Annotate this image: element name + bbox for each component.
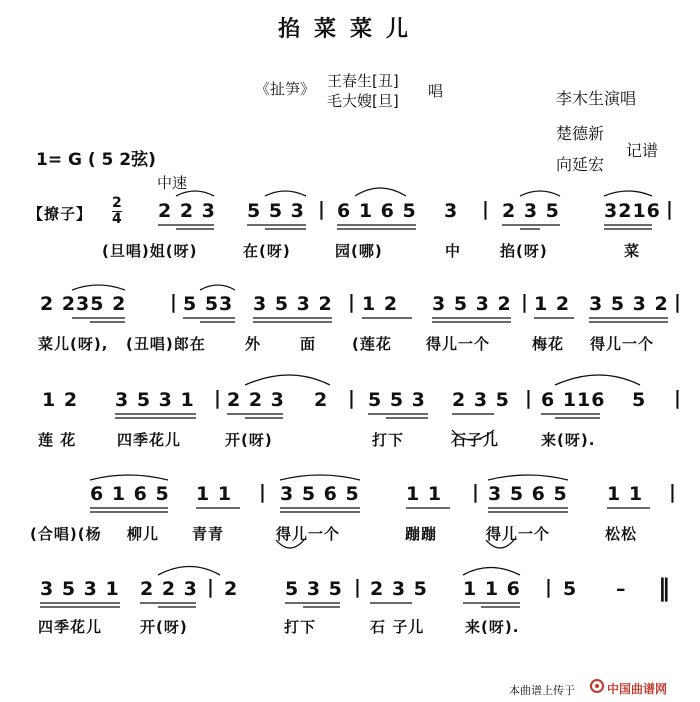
note-group: 3 5 3 2: [589, 293, 669, 315]
note-group: 2 2 3: [158, 200, 216, 222]
lyric: 四季花儿: [38, 618, 103, 636]
barline: |: [482, 198, 490, 220]
lyric: 打下: [372, 431, 405, 449]
prefix-label: 【撩子】: [28, 205, 93, 223]
barline: |: [472, 481, 480, 503]
key-signature: 1= G ( 5 2弦): [36, 150, 156, 170]
note-group: 5: [632, 389, 647, 411]
note-group: 2 235 2: [40, 293, 127, 315]
note-group: 6 1 6 5: [337, 200, 417, 222]
note-group: 1 2: [42, 389, 79, 411]
barline: |: [348, 291, 356, 313]
lyric: (合唱)(杨: [30, 525, 102, 543]
note-group: 3 5 6 5: [488, 483, 568, 505]
note-group: 2 2 3: [140, 578, 198, 600]
note-group: 5: [563, 578, 578, 600]
lyric: 中: [445, 242, 462, 260]
lyric: 来(呀).: [541, 431, 596, 449]
note-group: 2: [314, 389, 329, 411]
note-group: 2 3 5: [452, 389, 510, 411]
barline: |: [348, 387, 356, 409]
note-group: 3 5 3 1: [40, 578, 120, 600]
final-barline: ‖: [658, 574, 671, 602]
lyric: 莲 花: [38, 431, 77, 449]
note-group: 2 2 3: [227, 389, 285, 411]
note-group: 5 3 5: [285, 578, 343, 600]
recorder-1: 楚德新: [556, 124, 605, 143]
note-group: 1 1 6: [463, 578, 521, 600]
lyric: 开(呀): [225, 431, 273, 449]
note-group: 2: [224, 578, 239, 600]
lyric: 打下: [284, 618, 317, 636]
barline: |: [521, 291, 529, 313]
barline: |: [354, 576, 362, 598]
barline: |: [545, 576, 553, 598]
note-group: 1 1: [196, 483, 233, 505]
note-group: 3 5 6 5: [280, 483, 360, 505]
lyric: 石 子儿: [370, 618, 425, 636]
lyric: 得儿一个: [426, 335, 491, 353]
note-group: 6 116: [541, 389, 606, 411]
note-group: 5 5 3: [368, 389, 426, 411]
footer-text: 本曲谱上传于: [509, 684, 575, 697]
note-group: 1 1: [406, 483, 443, 505]
lyric: 梅花: [532, 335, 565, 353]
barline: |: [525, 387, 533, 409]
recorder-label: 记谱: [626, 141, 659, 160]
note-group: 1 2: [534, 293, 571, 315]
note-group: 2 3 5: [502, 200, 560, 222]
lyric: 外: [245, 335, 262, 353]
site-brand[interactable]: 中国曲谱网: [607, 682, 668, 696]
barline: |: [674, 387, 682, 409]
lyric: (丑唱)郎在: [126, 335, 206, 353]
lyric: 四季花儿: [117, 431, 182, 449]
extension-dash: –: [616, 578, 627, 600]
lyric: 得儿一个: [276, 525, 341, 543]
singer-credit: 李木生演唱: [556, 89, 637, 108]
lyric: 松松: [605, 525, 638, 543]
note-group: 3216: [604, 200, 661, 222]
lyric: 在(呀): [243, 242, 291, 260]
lyric: 掐(呀): [500, 242, 548, 260]
lyric: (莲花: [352, 335, 392, 353]
lyric: 柳儿: [127, 525, 160, 543]
lyric: 蹦蹦: [405, 525, 438, 543]
lyric: 菜儿(呀),: [38, 335, 109, 353]
barline: |: [318, 198, 326, 220]
note-group: 6 1 6 5: [90, 483, 170, 505]
barline: |: [170, 291, 178, 313]
lyric: 园(哪): [335, 242, 383, 260]
lyric: 青青: [192, 525, 225, 543]
barline: |: [214, 387, 222, 409]
note-group: 3: [444, 200, 459, 222]
lyric: 开(呀): [140, 618, 188, 636]
note-group: 1 2: [362, 293, 399, 315]
source-label: 《扯笋》: [255, 80, 316, 98]
note-group: 2 3 5: [370, 578, 428, 600]
cast-line-2: 毛大嫂[旦]: [327, 92, 399, 110]
note-group: 3 5 3 1: [115, 389, 195, 411]
note-group: 1 1: [607, 483, 644, 505]
site-logo-icon: [590, 678, 604, 692]
lyric: 得儿一个: [590, 335, 655, 353]
lyric: 面: [300, 335, 317, 353]
lyric: 石子儿: [451, 431, 500, 449]
note-group: 5 5 3: [247, 200, 305, 222]
barline: |: [666, 198, 674, 220]
barline: |: [207, 576, 215, 598]
recorder-2: 向延宏: [556, 155, 605, 174]
lyric: (旦唱)姐(呀): [102, 242, 198, 260]
cast-line-1: 王春生[丑]: [327, 72, 399, 90]
sing-label: 唱: [428, 82, 444, 100]
lyric: 来(呀).: [465, 618, 520, 636]
lyric: 菜: [624, 242, 641, 260]
barline: |: [674, 291, 682, 313]
note-group: 3 5 3 2: [253, 293, 333, 315]
barline: |: [669, 481, 677, 503]
time-signature: 2 4: [112, 195, 122, 227]
note-group: 3 5 3 2: [432, 293, 512, 315]
page-title: 掐菜菜儿: [277, 17, 422, 42]
note-group: 5 53: [183, 293, 234, 315]
tempo-marking: 中速: [157, 174, 188, 192]
lyric: 得儿一个: [486, 525, 551, 543]
barline: |: [259, 481, 267, 503]
